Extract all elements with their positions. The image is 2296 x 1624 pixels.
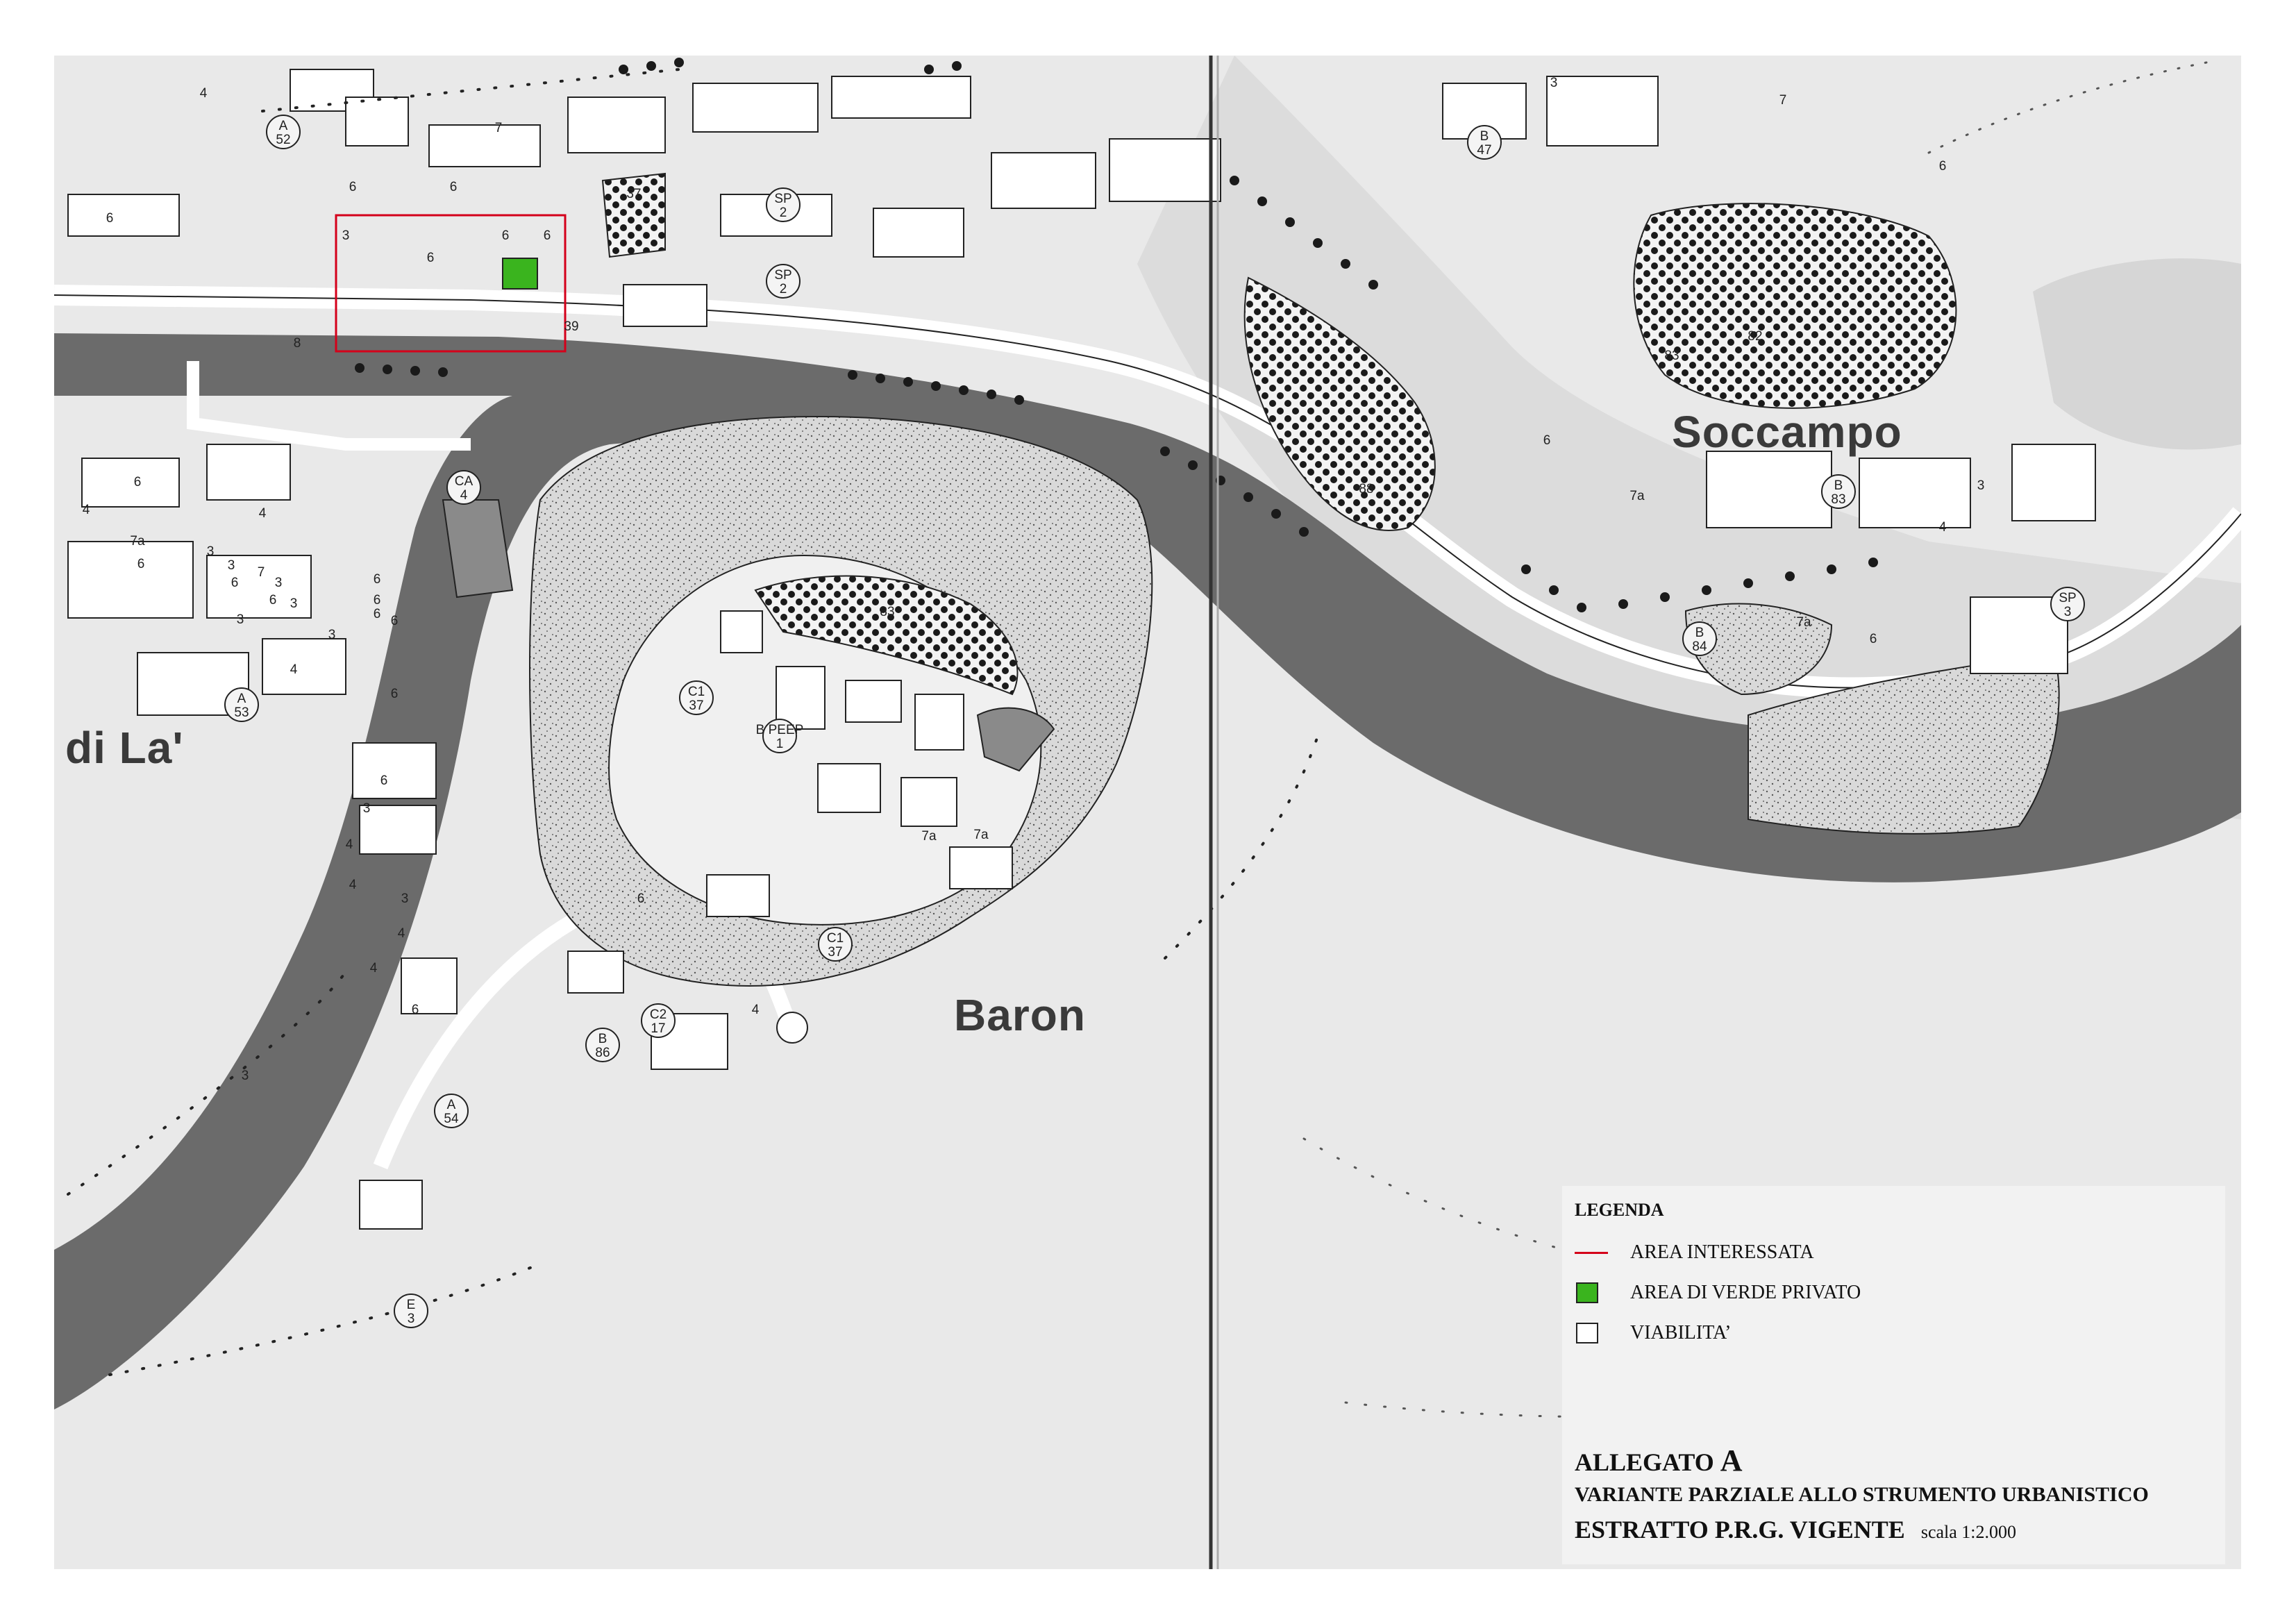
parcel-number: 6 [133, 475, 142, 489]
zone-number: 47 [1477, 143, 1492, 158]
parcel-number: 6 [390, 687, 399, 701]
parcel-number: 6 [106, 211, 114, 226]
parcel-number: 6 [426, 251, 435, 265]
legend-item-area-interessata [1575, 1239, 1814, 1266]
green-square-icon [1575, 1282, 1602, 1303]
parcel-number: 6 [637, 891, 645, 906]
private-green-area[interactable] [503, 258, 537, 289]
area-number: 7a [1796, 615, 1811, 630]
legend-item-viabilita [1575, 1319, 1732, 1347]
zone-code: B PEEP [755, 723, 804, 737]
zone-number: 3 [2063, 605, 2072, 619]
parcel-number: 6 [1938, 159, 1947, 174]
parcel-number: 4 [82, 503, 90, 517]
zone-label[interactable] [1822, 475, 1855, 508]
zone-label[interactable] [1468, 126, 1501, 159]
boundary-line [1165, 736, 1318, 958]
area-number: 88 [1359, 482, 1374, 496]
zone-label[interactable] [225, 688, 258, 721]
parcel-number: 3 [274, 576, 283, 590]
legend-label: AREA DI VERDE PRIVATO [1630, 1282, 1861, 1303]
parcel-number: 6 [269, 593, 277, 608]
zone-code: SP [774, 192, 792, 206]
boundary-line [1929, 62, 2206, 153]
legend-panel [1562, 1186, 2225, 1564]
parcel-number: 6 [373, 593, 381, 608]
dotted-zone-37 [603, 174, 665, 257]
parcel-number: 6 [449, 180, 458, 194]
road-roundabout [777, 1012, 807, 1043]
zone-number: 4 [460, 488, 468, 503]
parcel-number: 4 [199, 86, 208, 101]
legend-item-verde-privato [1575, 1279, 1861, 1307]
allegato-title [1575, 1443, 1743, 1478]
zone-code: B [598, 1032, 607, 1046]
parcel-number: 6 [543, 228, 551, 243]
zone-number: 83 [1831, 492, 1846, 507]
legend-title: LEGENDA [1575, 1200, 1664, 1220]
zone-code: C2 [649, 1007, 667, 1022]
dotted-zone-82 [1634, 203, 1956, 408]
parcel-number: 6 [501, 228, 510, 243]
parcel-number: 3 [401, 891, 409, 906]
parcel-number: 8 [293, 336, 301, 351]
zone-code: A [278, 119, 288, 133]
parcel-number: 6 [411, 1003, 419, 1017]
area-number: 82 [1748, 329, 1763, 344]
place-label-dila: di La' [65, 723, 184, 773]
parcel-number: 6 [137, 557, 145, 571]
zone-number: 53 [234, 705, 249, 720]
zone-label[interactable] [766, 265, 800, 298]
zone-number: 17 [651, 1021, 666, 1036]
parcel-number: 7a [130, 534, 145, 549]
zone-label[interactable] [586, 1028, 619, 1062]
area-number: 83 [880, 605, 895, 619]
area-number: 7a [1629, 489, 1645, 503]
parcel-number: 4 [1938, 520, 1947, 535]
zone-number: 37 [828, 945, 843, 960]
zone-label[interactable] [680, 681, 713, 714]
allegato-letter: A [1720, 1443, 1743, 1477]
zone-code: B [1480, 129, 1489, 144]
zone-code: B [1695, 626, 1704, 640]
parcel-number: 4 [345, 837, 353, 852]
zone-code: CA [454, 474, 474, 489]
zone-label[interactable] [435, 1094, 468, 1128]
zone-code: A [237, 692, 246, 706]
parcel-number: 3 [290, 596, 298, 611]
zone-number: 37 [689, 698, 704, 713]
parcel-number: 3 [236, 612, 244, 627]
scale-text: scala 1:2.000 [1920, 1522, 2017, 1542]
parcel-number: 6 [373, 572, 381, 587]
legend-label: AREA INTERESSATA [1630, 1241, 1814, 1263]
parcel-number: 6 [380, 773, 388, 788]
estratto-title [1575, 1515, 2016, 1544]
zone-code: SP [2059, 591, 2077, 605]
parcel-number: 6 [231, 576, 239, 590]
zone-number: 52 [276, 133, 291, 147]
zone-number: 1 [776, 737, 784, 751]
parcel-number: 4 [349, 878, 357, 892]
parcel-number: 3 [1550, 76, 1558, 90]
zone-number: 54 [444, 1112, 459, 1126]
area-number: 39 [564, 319, 579, 334]
zone-number: 3 [407, 1312, 415, 1326]
parcel-number: 4 [751, 1003, 760, 1017]
parcel-number: 4 [397, 926, 405, 941]
zone-label[interactable] [819, 928, 852, 961]
zone-code: C1 [826, 931, 844, 946]
variante-subtitle: VARIANTE PARZIALE ALLO STRUMENTO URBANISTICO [1575, 1483, 2149, 1506]
zone-label[interactable] [267, 115, 300, 149]
parcel-number: 7 [1779, 93, 1787, 108]
zone-number: 2 [779, 206, 787, 220]
zone-label[interactable] [2051, 587, 2084, 621]
parcel-number: 4 [369, 961, 378, 976]
area-number: 37 [626, 187, 642, 201]
zone-code: SP [774, 268, 792, 283]
parcel-number: 4 [290, 662, 298, 677]
red-line-icon [1575, 1242, 1602, 1263]
zone-label[interactable] [766, 188, 800, 221]
parcel-number: 6 [349, 180, 357, 194]
parcel-number: 3 [206, 544, 215, 559]
zone-number: 86 [595, 1046, 610, 1060]
zone-code: B [1834, 478, 1843, 493]
parcel-number: 7 [257, 565, 265, 580]
parcel-number: 3 [342, 228, 350, 243]
estratto-text: ESTRATTO P.R.G. VIGENTE [1575, 1516, 1905, 1543]
area-number: 7a [973, 828, 989, 842]
legend-label: VIABILITA’ [1630, 1322, 1732, 1343]
area-number: 83 [1664, 349, 1679, 363]
parcel-number: 6 [373, 607, 381, 621]
zone-label[interactable] [447, 471, 480, 504]
parcel-number: 3 [227, 558, 235, 573]
zone-number: 2 [779, 282, 787, 296]
parcel-number: 6 [1543, 433, 1551, 448]
parcel-number: 3 [328, 628, 336, 642]
zone-label[interactable] [642, 1004, 675, 1037]
allegato-word: ALLEGATO [1575, 1448, 1714, 1476]
zone-label[interactable] [1683, 622, 1716, 655]
zone-label[interactable] [394, 1294, 428, 1328]
zone-code: E [406, 1298, 416, 1312]
zone-number: 84 [1692, 639, 1707, 654]
parcel-number: 3 [1977, 478, 1985, 493]
place-label-baron: Baron [954, 990, 1086, 1040]
white-square-icon [1575, 1323, 1602, 1343]
parcel-number: 6 [1869, 632, 1877, 646]
parcel-number: 6 [390, 614, 399, 628]
place-label-soccampo: Soccampo [1672, 407, 1902, 457]
zone-code: A [446, 1098, 456, 1112]
parcel-number: 3 [241, 1069, 249, 1083]
parcel-number: 4 [258, 506, 267, 521]
parcel-number: 7 [494, 121, 503, 135]
zone-code: C1 [687, 685, 705, 699]
parcel-number: 3 [362, 801, 371, 816]
parcel-number: 7a [921, 829, 937, 844]
terrain-band [2033, 258, 2241, 449]
